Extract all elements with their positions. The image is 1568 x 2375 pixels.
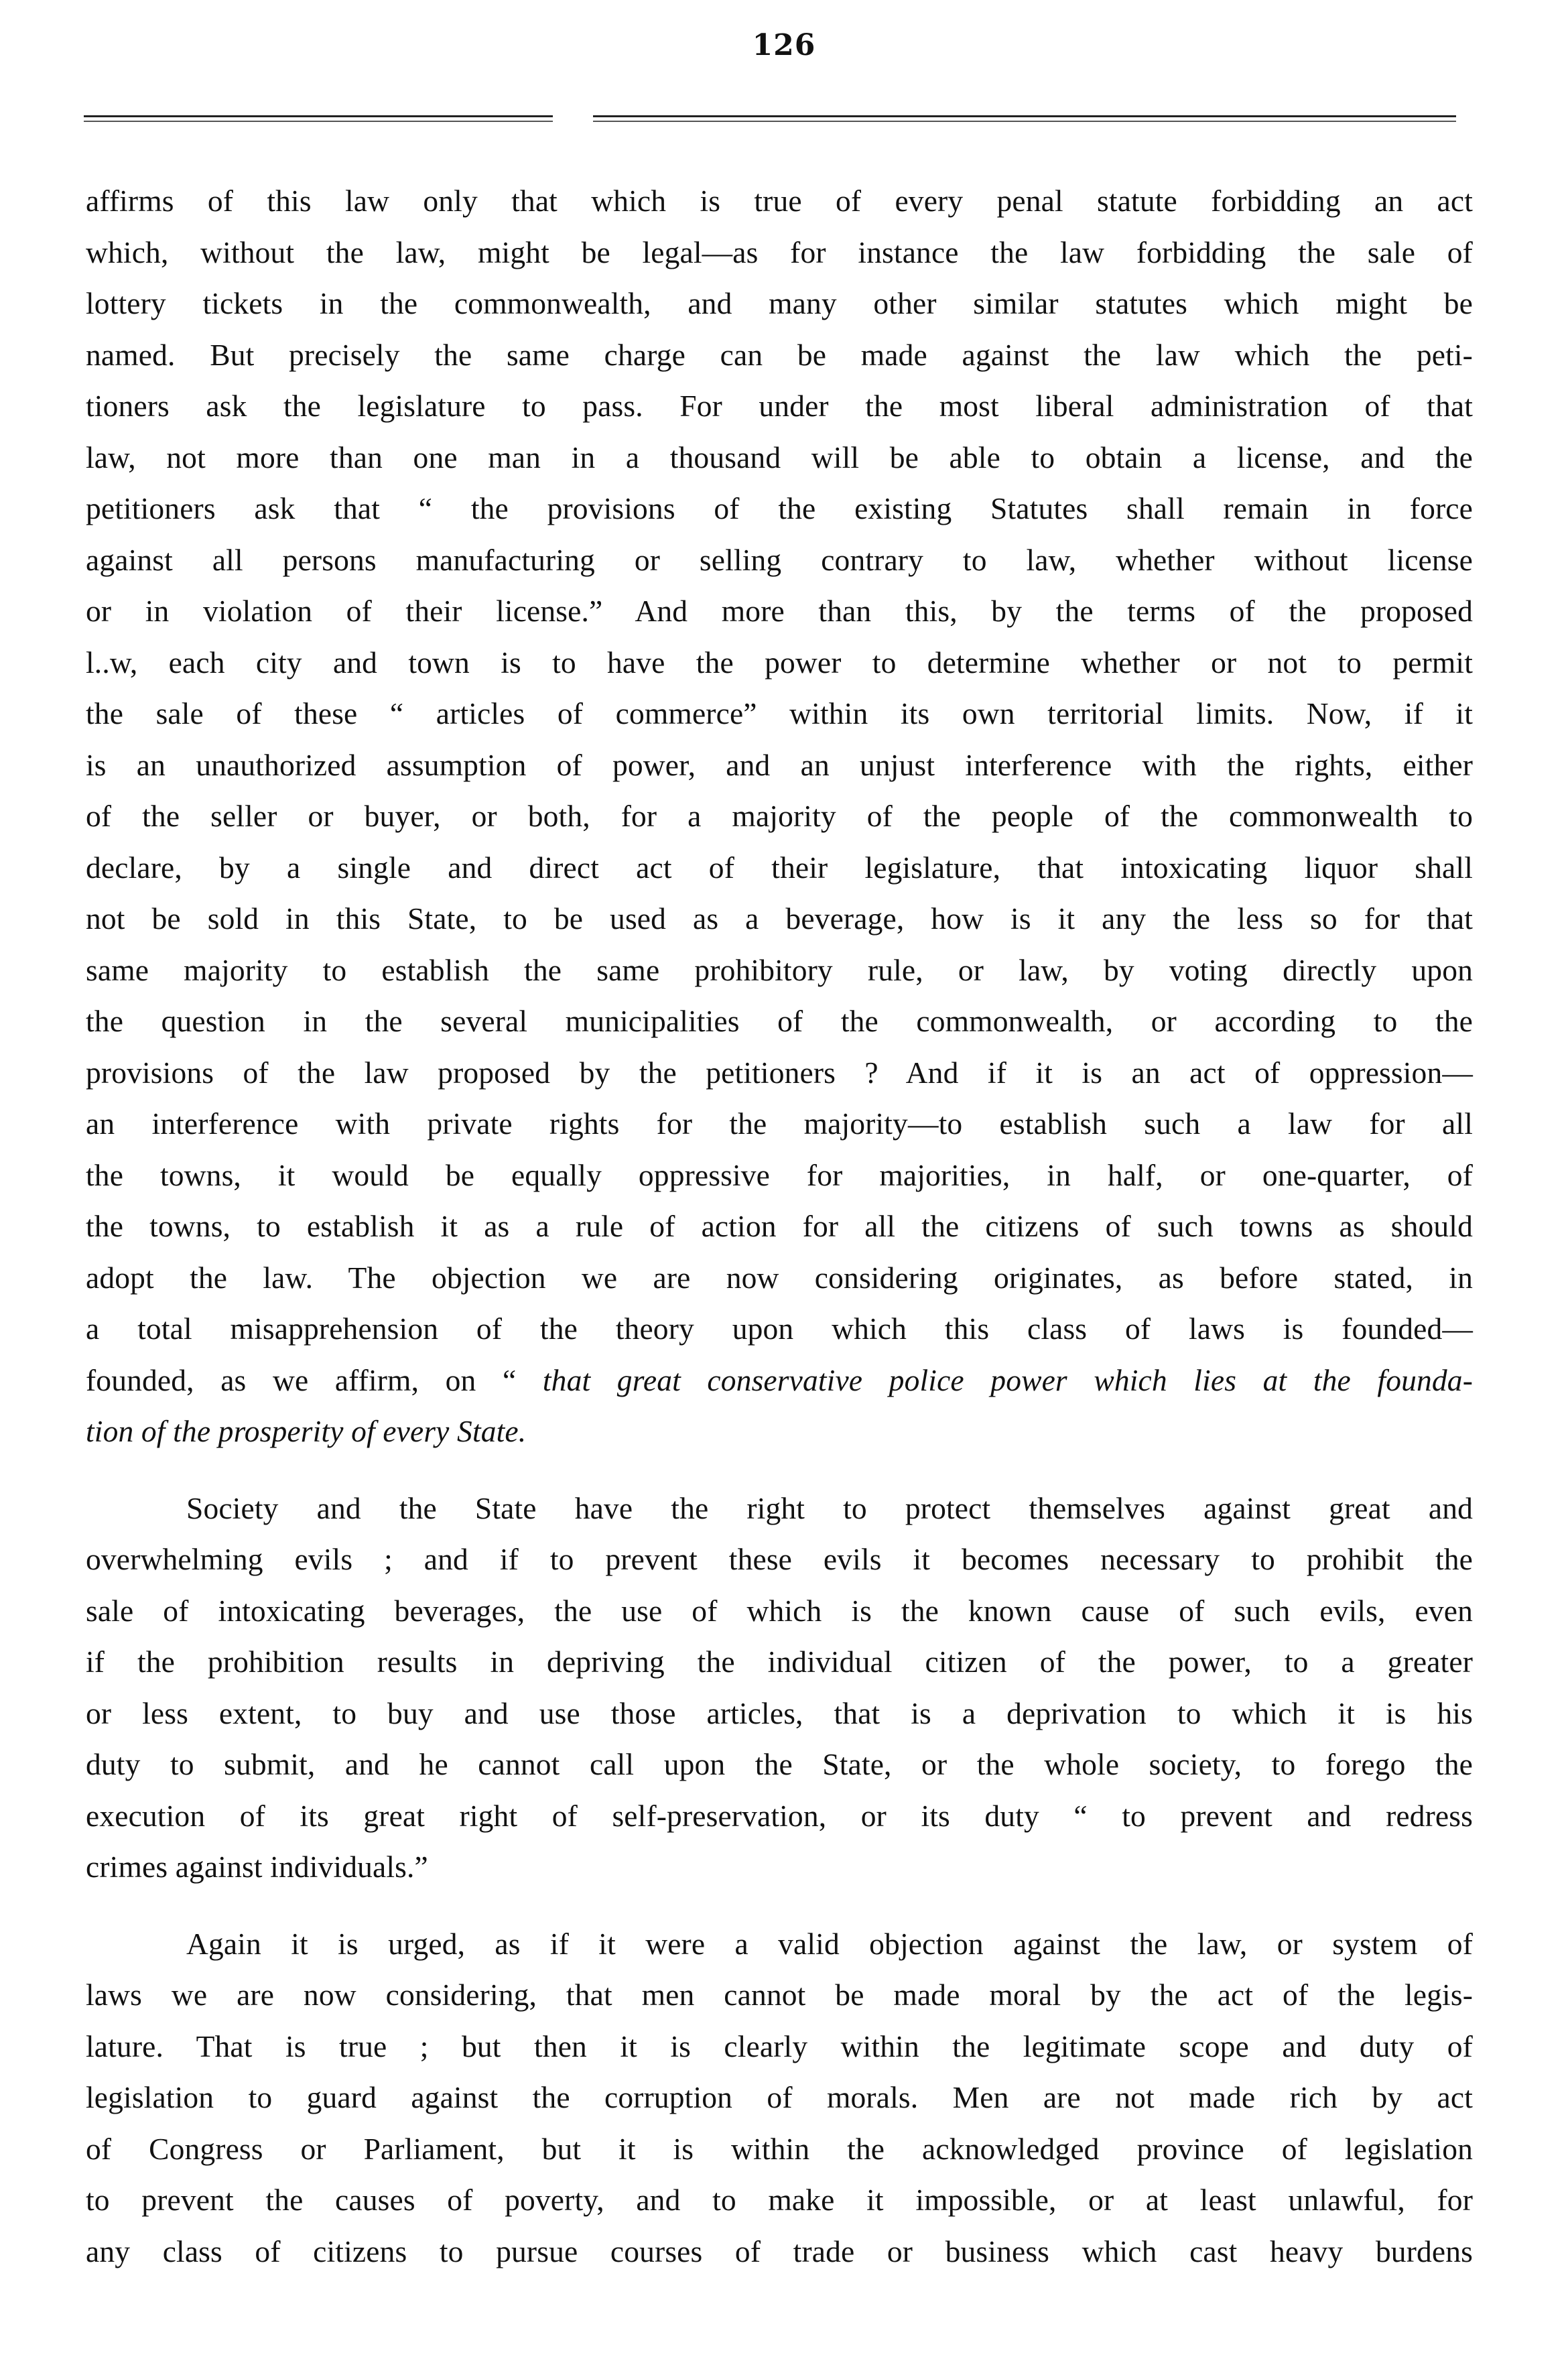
text-line xyxy=(86,842,1473,894)
paragraph xyxy=(86,176,1473,1458)
text-line xyxy=(86,2072,1473,2124)
text-line xyxy=(86,1098,1473,1150)
line-text: sale of intoxicating beverages, the use of which is the known cause of such evils, even xyxy=(86,1593,1473,1628)
text-line xyxy=(86,1534,1473,1586)
text-line xyxy=(86,2124,1473,2175)
text-line xyxy=(86,740,1473,791)
text-line xyxy=(86,176,1473,227)
text-line xyxy=(86,945,1473,997)
text-line xyxy=(86,996,1473,1047)
line-text: the sale of these “ articles of commerce” within its own territorial limits. Now, if it xyxy=(86,696,1473,730)
text-line xyxy=(86,1201,1473,1253)
line-text: laws we are now considering, that men cannot be made moral by the act of the legis- xyxy=(86,1978,1473,2012)
line-text: the towns, to establish it as a rule of action for all the citizens of such towns as should xyxy=(86,1209,1473,1243)
text-line xyxy=(86,381,1473,432)
line-text: law, not more than one man in a thousand will be able to obtain a license, and the xyxy=(86,440,1473,474)
header-rule xyxy=(84,115,1456,126)
line-text: lature. That is true ; but then it is clearly within the legitimate scope and duty of xyxy=(86,2029,1473,2063)
line-text: overwhelming evils ; and if to prevent these evils it becomes necessary to prohibit the xyxy=(86,1542,1473,1576)
line-text: legislation to guard against the corruption of morals. Men are not made rich by act xyxy=(86,2080,1473,2114)
text-line xyxy=(86,1253,1473,1304)
line-text: Society and the State have the right to protect themselves against great and xyxy=(186,1490,1473,1525)
text-line xyxy=(86,1636,1473,1688)
line-text: same majority to establish the same prohibitory rule, or law, by voting directly upon xyxy=(86,952,1473,987)
line-text: or less extent, to buy and use those articles, that is a deprivation to which it is his xyxy=(86,1695,1473,1730)
line-text: which, without the law, might be legal—as for instance the law forbidding the sale of xyxy=(86,235,1473,269)
line-text: or in violation of their license.” And more than this, by the terms of the proposed xyxy=(86,594,1473,628)
line-text: named. But precisely the same charge can be made against the law which the peti- xyxy=(86,337,1473,372)
text-line xyxy=(86,483,1473,535)
line-text: petitioners ask that “ the provisions of the existing Statutes shall remain in force xyxy=(86,491,1473,525)
line-text: Again it is urged, as if it were a valid objection against the law, or system of xyxy=(186,1926,1473,1961)
header-rule-left-thin xyxy=(84,121,553,122)
text-line xyxy=(86,893,1473,945)
text-line xyxy=(86,1150,1473,1202)
line-text: l..w, each city and town is to have the power to determine whether or not to permit xyxy=(86,645,1473,680)
text-line xyxy=(86,1586,1473,1637)
text-line xyxy=(86,1047,1473,1099)
line-text: founded, as we affirm, on “ xyxy=(86,1362,543,1397)
line-text: execution of its great right of self-preservation, or its duty “ to prevent and redress xyxy=(86,1798,1473,1833)
text-line xyxy=(86,2226,1473,2278)
line-text: to prevent the causes of poverty, and to make it impossible, or at least unlawful, for xyxy=(86,2183,1473,2217)
line-text: of the seller or buyer, or both, for a majority of the people of the commonwealth to xyxy=(86,799,1473,833)
text-line xyxy=(86,2175,1473,2226)
line-text: affirms of this law only that which is true of every penal statute forbidding an act xyxy=(86,184,1473,218)
line-text: the question in the several municipalities of the commonwealth, or according to the xyxy=(86,1004,1473,1038)
line-text: lottery tickets in the commonwealth, and many other similar statutes which might be xyxy=(86,286,1473,320)
line-text: any class of citizens to pursue courses of trade or business which cast heavy burdens xyxy=(86,2234,1473,2268)
text-line xyxy=(86,1842,1473,1893)
body-text xyxy=(86,176,1473,2277)
line-text: tioners ask the legislature to pass. For under the most liberal administration of that xyxy=(86,389,1473,423)
page-number: 126 xyxy=(752,28,816,62)
paragraph xyxy=(86,1483,1473,1893)
text-line xyxy=(86,1791,1473,1842)
line-text: crimes against individuals.” xyxy=(86,1850,428,1884)
line-text: not be sold in this State, to be used as a beverage, how is it any the less so for that xyxy=(86,901,1473,936)
header-rule-right xyxy=(593,115,1456,117)
line-text: a total misapprehension of the theory upon which this class of laws is founded— xyxy=(86,1311,1473,1346)
line-text: of Congress or Parliament, but it is within the acknowledged province of legislation xyxy=(86,2131,1473,2166)
header-rule-left xyxy=(84,115,553,117)
text-line xyxy=(86,330,1473,381)
line-text: provisions of the law proposed by the petitioners ? And if it is an act of oppression— xyxy=(86,1055,1473,1090)
line-text: if the prohibition results in depriving the individual citizen of the power, to a greater xyxy=(86,1645,1473,1679)
line-text: against all persons manufacturing or selling contrary to law, whether without license xyxy=(86,542,1473,577)
text-line xyxy=(86,1483,1473,1535)
text-line xyxy=(86,1303,1473,1355)
line-text: duty to submit, and he cannot call upon the State, or the whole society, to forego the xyxy=(86,1747,1473,1781)
text-line xyxy=(86,432,1473,484)
text-line xyxy=(86,688,1473,740)
text-line xyxy=(86,1919,1473,1970)
line-text: the towns, it would be equally oppressive for majorities, in half, or one-quarter, of xyxy=(86,1157,1473,1192)
text-line xyxy=(86,227,1473,279)
line-text: declare, by a single and direct act of their legislature, that intoxicating liquor shall xyxy=(86,850,1473,885)
text-line xyxy=(86,1406,1473,1458)
text-line xyxy=(86,791,1473,842)
text-line xyxy=(86,1355,1473,1407)
text-line xyxy=(86,1970,1473,2021)
header-rule-right-thin xyxy=(593,121,1456,122)
line-italic-text: tion of the prosperity of every State. xyxy=(86,1414,527,1448)
text-line xyxy=(86,2021,1473,2073)
paragraph xyxy=(86,1919,1473,2278)
text-line xyxy=(86,535,1473,586)
text-line xyxy=(86,1688,1473,1740)
text-line xyxy=(86,637,1473,689)
line-italic-text: that great conservative police power which lies at the founda- xyxy=(542,1362,1474,1397)
line-text: an interference with private rights for the majority—to establish such a law for all xyxy=(86,1106,1473,1141)
text-line xyxy=(86,1739,1473,1791)
text-line xyxy=(86,278,1473,330)
line-text: adopt the law. The objection we are now considering originates, as before stated, in xyxy=(86,1260,1473,1295)
text-line xyxy=(86,586,1473,637)
line-text: is an unauthorized assumption of power, and an unjust interference with the rights, either xyxy=(86,747,1473,782)
